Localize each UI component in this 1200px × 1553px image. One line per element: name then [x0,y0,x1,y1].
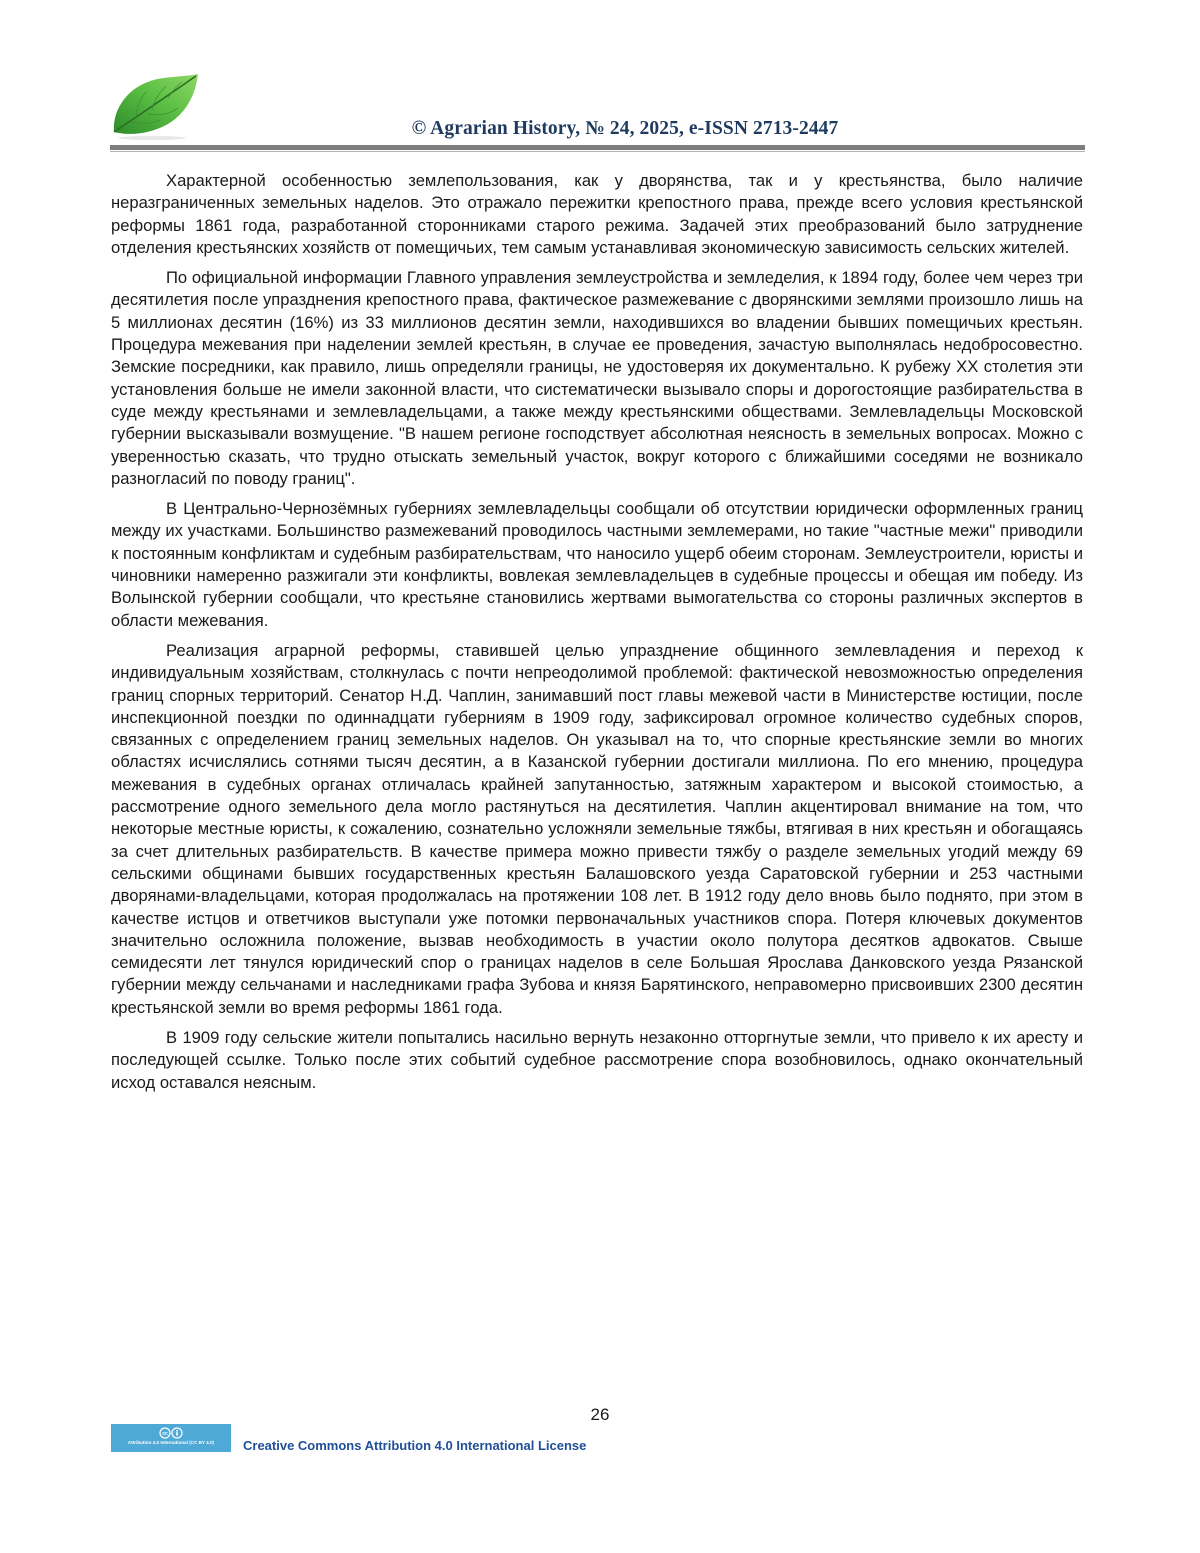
paragraph: Реализация аграрной реформы, ставившей целью упразднение общинного землевладения и переход к индивидуальным хозяйствам, столкнулась с почти непреодолимой проблемой: фактической невозможностью определения границ спорных территорий. Сенатор Н.Д. Чаплин, занимавший пост главы межевой части в Министерстве юстиции, после инспекционной поездки по одиннадцати губерниям в 1909 году, зафиксировал огромное количество судебных споров, связанных с определением границ земельных наделов. Он указывал на то, что спорные крестьянские земли во многих областях исчислялись сотнями тысяч десятин, а в Казанской губернии достигали миллиона. По его мнению, процедура межевания в судебных органах отличалась крайней запутанностью, затяжным характером и высокой стоимостью, а рассмотрение одного земельного дела могло растянуться на десятилетия. Чаплин акцентировал внимание на том, что некоторые местные юристы, к сожалению, сознательно усложняли земельные тяжбы, втягивая в них крестьян и обогащаясь за счет длительных разбирательств. В качестве примера можно привести тяжбу о разделе земельных угодий между 69 сельскими общинами бывших государственных крестьян Балашовского уезда Саратовской губернии и 253 частными дворянами-владельцами, которая продолжалась на протяжении 108 лет. В 1912 году дело вновь было поднято, при этом в качестве истцов и ответчиков выступали уже потомки первоначальных участников спора. Потеря ключевых документов значительно осложнила положение, вызвав необходимость в участии около полутора десятков адвокатов. Свыше семидесяти лет тянулся юридический спор о границах наделов в селе Большая Ярослава Данковского уезда Рязанской губернии между сельчанами и наследниками графа Зубова и князя Барятинского, неправомерно присвоивших 2300 десятин крестьянской земли во время реформы 1861 года. [111,640,1083,1017]
journal-title: © Agrarian History, № 24, 2025, e-ISSN 2713-2447 [411,118,839,139]
header-rule [110,145,1085,150]
page-number: 26 [590,1405,610,1424]
header-rule-thin [110,151,1085,152]
article-body [111,170,1083,1102]
paragraph: Характерной особенностью землепользования, как у дворянства, так и у крестьянства, было наличие неразграниченных земельных наделов. Это отражало пережитки крепостного права, прежде всего условия крестьянской реформы 1861 года, разработанной сторонниками старого режима. Задачей этих преобразований было затруднение отделения крестьянских хозяйств от помещичьих, тем самым устанавливая экономическую зависимость сельских жителей. [111,171,1083,257]
creative-commons-by-icon [111,1424,231,1452]
paragraph: В Центрально-Чернозёмных губерниях землевладельцы сообщали об отсутствии юридически оформленных границ между их участками. Большинство размежеваний проводилось частными землемерами, но такие "частные межи" приводили к постоянным конфликтам и судебным разбирательствам, что наносило ущерб обеим сторонам. Землеустроители, юристы и чиновники намеренно разжигали эти конфликты, вовлекая землевладельцев в судебные процессы и обещая им победу. Из Волынской губернии сообщали, что крестьяне становились жертвами вымогательства со стороны различных экспертов в области межевания. [111,499,1083,630]
cc-badge-text: Attribution 4.0 International (CC BY 4.0) [127,1440,215,1445]
green-leaf-icon [108,70,204,140]
paragraph: В 1909 году сельские жители попытались насильно вернуть незаконно отторгнутые земли, что привело к их аресту и последующей ссылке. Только после этих событий судебное рассмотрение спора возобновилось, однако окончательный исход оставался неясным. [111,1027,1083,1092]
license-link[interactable]: Creative Commons Attribution 4.0 International License [243,1438,587,1453]
svg-text:cc: cc [162,1431,168,1437]
paragraph: По официальной информации Главного управления землеустройства и земледелия, к 1894 году, более чем через три десятилетия после упразднения крепостного права, фактическое размежевание с дворянскими землями произошло лишь на 5 миллионах десятин (16%) из 33 миллионов десятин земли, находившихся во владении бывших помещичьих крестьян. Процедура межевания при наделении землей крестьян, в случае ее проведения, зачастую выполнялась недобросовестно. Земские посредники, как правило, лишь определяли границы, не удостоверяя их документально. К рубежу XX столетия эти установления больше не имели законной власти, что систематически вызывало споры и дорогостоящие разбирательства в суде между крестьянами и землевладельцами, а также между крестьянскими обществами. Землевладельцы Московской губернии высказывали возмущение. "В нашем регионе господствует абсолютная неясность в земельных вопросах. Можно с уверенностью сказать, что трудно отыскать земельный участок, вокруг которого с ближайшими соседями не возникало разногласий по поводу границ". [111,268,1083,488]
cc-license-badge[interactable] [111,1424,231,1452]
